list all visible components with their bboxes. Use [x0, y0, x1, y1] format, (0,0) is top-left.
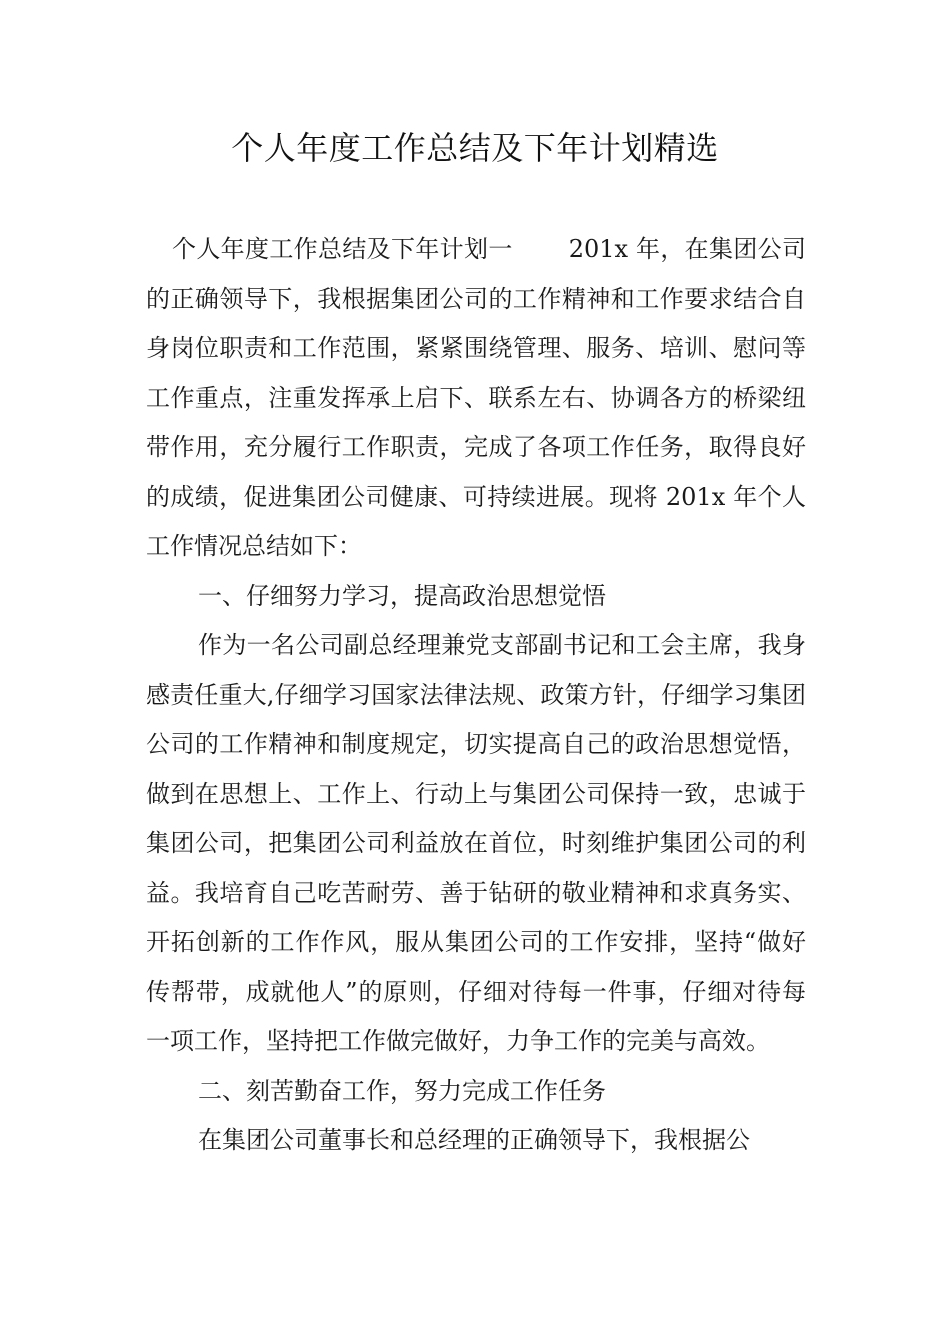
section-heading-2: 二、刻苦勤奋工作，努力完成工作任务	[198, 1076, 606, 1105]
paragraph-1: 201x 年，在集团公司的正确领导下，我根据集团公司的工作精神和工作要求结合自身岗位职责和工作范围，紧紧围绕管理、服务、培训、慰问等工作重点，注重发挥承上启下、联系左右、协调各方的桥梁纽带作用，充分履行工作职责，完成了各项工作任务，取得良好的成绩，促进集团公司健康、可持续进展。现将 201x 年个人工作情况总结如下：	[146, 235, 806, 560]
document-body	[146, 225, 806, 1166]
paragraph-3: 在集团公司董事长和总经理的正确领导下，我根据公	[198, 1126, 750, 1154]
paragraph-intro	[146, 225, 806, 572]
intro-label: 个人年度工作总结及下年计划一	[172, 235, 513, 263]
document-title: 个人年度工作总结及下年计划精选	[231, 129, 719, 167]
paragraph-2: 作为一名公司副总经理兼党支部副书记和工会主席，我身感责任重大,仔细学习国家法律法规、政策方针，仔细学习集团公司的工作精神和制度规定，切实提高自己的政治思想觉悟，做到在思想上、工作上、行动上与集团公司保持一致，忠诚于集团公司，把集团公司利益放在首位，时刻维护集团公司的利益。我培育自己吃苦耐劳、善于钻研的敬业精神和求真务实、开拓创新的工作作风，服从集团公司的工作安排，坚持“做好传帮带，成就他人”的原则，仔细对待每一件事，仔细对待每一项工作，坚持把工作做完做好，力争工作的完美与高效。	[146, 631, 806, 1055]
section-heading-1: 一、仔细努力学习，提高政治思想觉悟	[198, 581, 606, 610]
